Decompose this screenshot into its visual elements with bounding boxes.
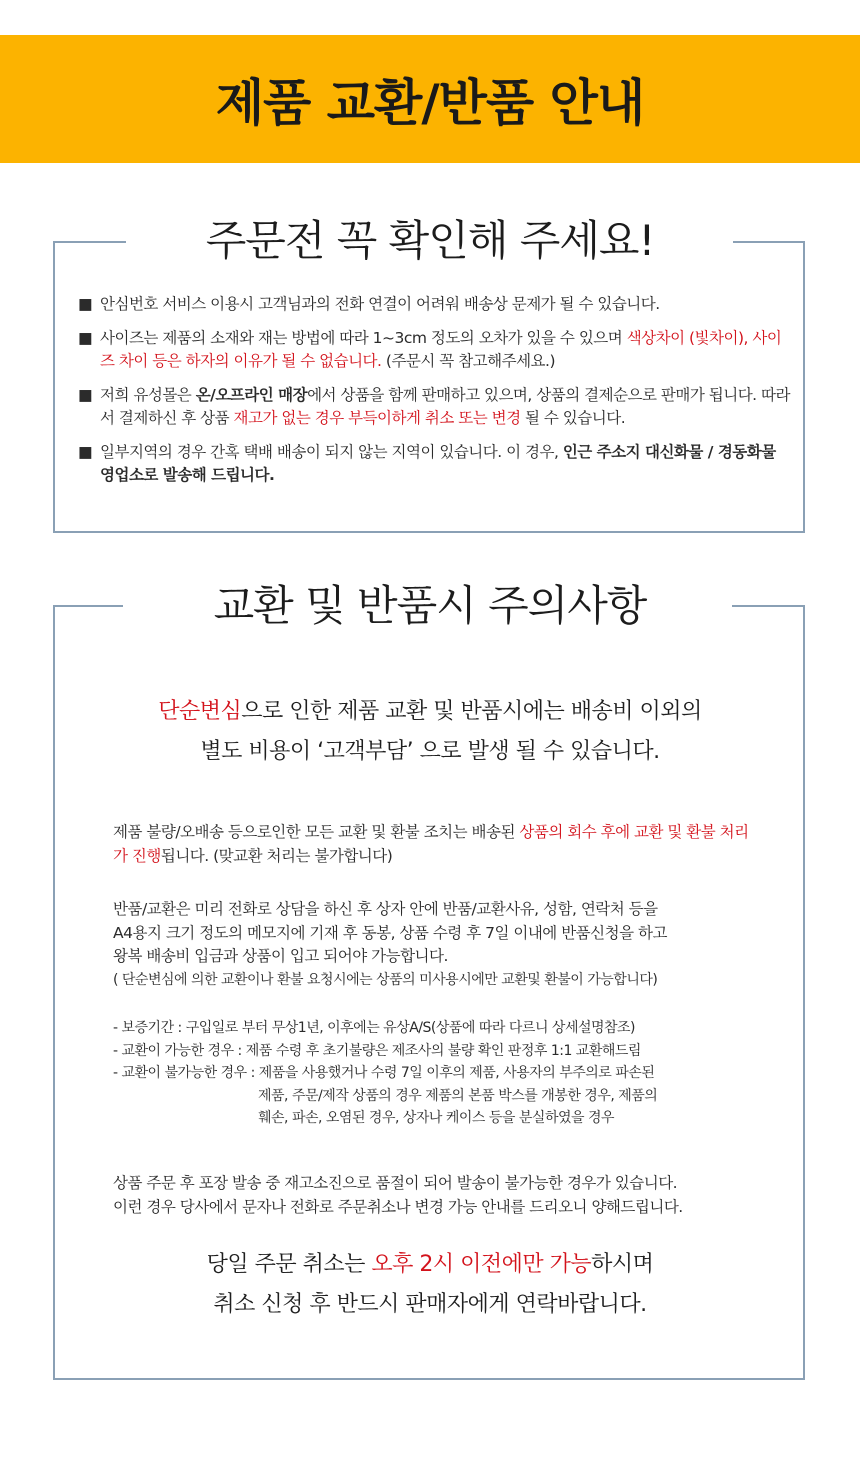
emphasis-text: 인근 주소지 대신화물 / 경동화물 영업소로 발송해 드립니다.	[100, 443, 776, 484]
cancel-text: 하시며	[591, 1252, 654, 1277]
section-title-order-check: 주문전 꼭 확인해 주세요!	[205, 216, 655, 265]
cancel-line-2: 취소 신청 후 반드시 판매자에게 연락바랍니다.	[213, 1292, 647, 1317]
list-item: - 교환이 가능한 경우 : 제품 수령 후 초기불량은 제조사의 불량 확인 판정후 1:1 교환해드림	[113, 1042, 641, 1059]
list-item: - 교환이 불가능한 경우 : 제품을 사용했거나 수령 7일 이후의 제품, 사용자의 부주의로 파손된	[113, 1065, 655, 1081]
square-bullet-icon: ■	[78, 329, 93, 347]
bullet-text: 일부지역의 경우 간혹 택배 배송이 되지 않는 지역이 있습니다. 이 경우,	[100, 443, 563, 461]
list-item	[78, 441, 793, 487]
section-title-return-notice: 교환 및 반품시 주의사항	[213, 581, 647, 630]
defect-exchange-paragraph	[113, 821, 753, 868]
list-item: - 보증기간 : 구입일로 부터 무상1년, 이후에는 유상A/S(상품에 따라 다르니 상세설명참조)	[113, 1020, 636, 1036]
highlight-text: 오후 2시 이전에만 가능	[371, 1252, 592, 1277]
bullet-text: (주문시 꼭 참고해주세요.)	[381, 352, 556, 370]
list-item	[78, 384, 793, 430]
para-text: 제품 불량/오배송 등으로인한 모든 교환 및 환불 조치는 배송된	[113, 823, 520, 841]
para-note: ( 단순변심에 의한 교환이나 환불 요청시에는 상품의 미사용시에만 교환및 환불이 가능합니다)	[113, 971, 658, 988]
return-procedure-paragraph	[113, 898, 793, 992]
bullet-text: 저희 유성몰은	[100, 386, 196, 404]
intro-text	[0, 692, 860, 772]
list-item-continued: 제품, 주문/제작 상품의 경우 제품의 본품 박스를 개봉한 경우, 제품의	[258, 1087, 658, 1104]
highlight-text: 색상차이 (빛차이), 사이즈 차이 등은 하자의 이유가 될 수 없습니다.	[100, 329, 782, 370]
para-line: 왕복 배송비 입금과 상품이 입고 되어야 가능합니다.	[113, 947, 448, 965]
stockout-paragraph	[113, 1172, 793, 1219]
cancel-text: 당일 주문 취소는	[206, 1252, 372, 1277]
para-text: 됩니다. (맞교환 처리는 불가합니다)	[160, 846, 393, 865]
para-line: A4용지 크기 정도의 메모지에 기재 후 동봉, 상품 수령 후 7일 이내에 반품신청을 하고	[113, 923, 667, 942]
warranty-list	[113, 1017, 793, 1130]
intro-line-2: 별도 비용이 ‘고객부담’ 으로 발생 될 수 있습니다.	[200, 739, 660, 764]
emphasis-text: 온/오프라인 매장	[195, 386, 308, 404]
bullet-text: 될 수 있습니다.	[520, 409, 626, 427]
highlight-text: 재고가 없는 경우 부득이하게 취소 또는 변경	[233, 409, 521, 427]
list-item	[78, 293, 793, 316]
bullet-text: 사이즈는 제품의 소재와 재는 방법에 따라 1~3cm 정도의 오차가 있을 수 있으며	[100, 329, 627, 347]
square-bullet-icon: ■	[78, 295, 93, 313]
highlight-text: 상품의 회수 후에 교환 및 환불 처리가 진행	[113, 823, 749, 865]
bullet-text: 에서 상품을 함께 판매하고 있으며, 상품의 결제순으로 판매가 됩니다. 따라서 결제하신 후 상품	[100, 386, 790, 427]
para-line: 상품 주문 후 포장 발송 중 재고소진으로 품절이 되어 발송이 불가능한 경우가 있습니다.	[113, 1174, 678, 1192]
intro-line-1: 으로 인한 제품 교환 및 반품시에는 배송비 이외의	[241, 699, 702, 724]
list-item	[78, 327, 793, 373]
order-notice-list	[78, 293, 793, 487]
bullet-text: 안심번호 서비스 이용시 고객님과의 전화 연결이 어려워 배송상 문제가 될 수 있습니다.	[100, 295, 660, 313]
header-banner	[0, 35, 860, 163]
list-item-continued: 훼손, 파손, 오염된 경우, 상자나 케이스 등을 분실하였을 경우	[258, 1110, 615, 1126]
highlight-text: 단순변심	[158, 699, 242, 724]
banner-title: 제품 교환/반품 안내	[215, 74, 645, 132]
square-bullet-icon: ■	[78, 386, 93, 404]
cancel-notice	[0, 1245, 860, 1325]
square-bullet-icon: ■	[78, 443, 93, 461]
para-line: 이런 경우 당사에서 문자나 전화로 주문취소나 변경 가능 안내를 드리오니 양해드립니다.	[113, 1197, 683, 1216]
para-line: 반품/교환은 미리 전화로 상담을 하신 후 상자 안에 반품/교환사유, 성함, 연락처 등을	[113, 900, 658, 918]
